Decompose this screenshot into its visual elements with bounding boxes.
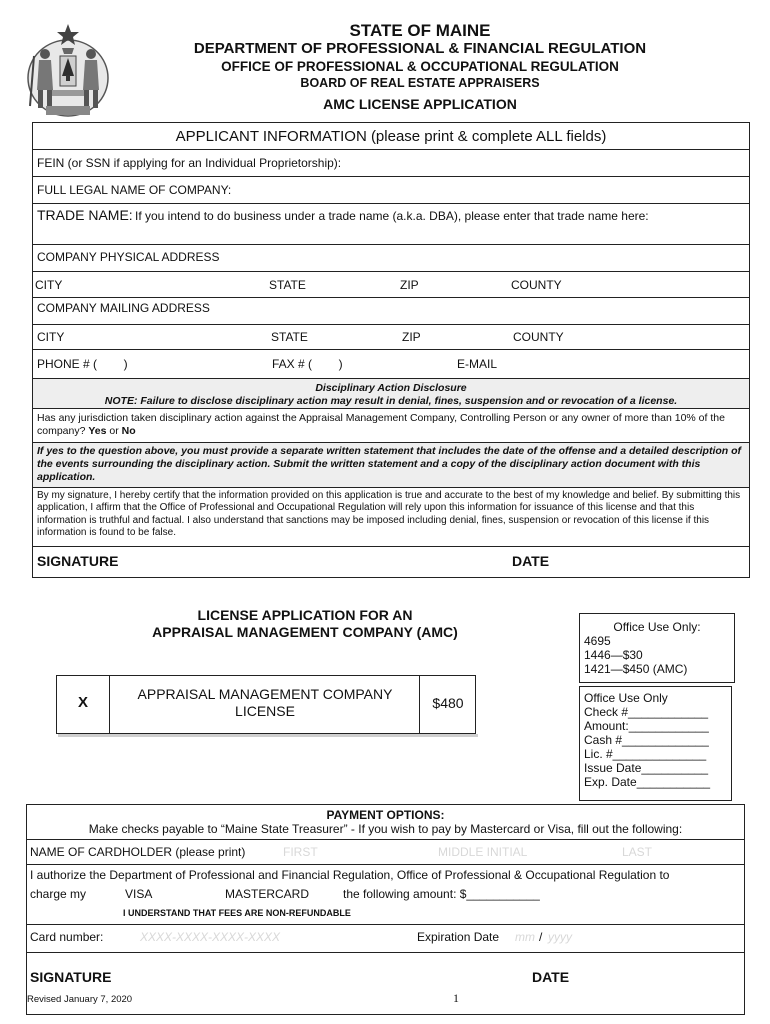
card-number-input[interactable]: XXXX-XXXX-XXXX-XXXX: [140, 930, 281, 944]
expiration-year-input[interactable]: yyyy: [548, 930, 572, 944]
license-checkbox[interactable]: X: [77, 694, 88, 711]
license-fee: $480: [432, 695, 464, 711]
disciplinary-instruction: If yes to the question above, you must provide a separate written statement that includes the date of the offense and a detailed description of the events surrounding the disciplinary action. Submit the written statement and a copy of the disciplinary action document with this application.: [33, 443, 749, 488]
applicant-information-section: [32, 122, 750, 578]
applicant-signature-row[interactable]: [33, 547, 749, 578]
office-use-box-payment: Office Use Only Check #____________ Amount:____________ Cash #_____________ Lic. #______________ Issue Date__________ Exp. Date___________: [579, 686, 732, 801]
office-use-box-fees: Office Use Only: 4695 1446—$30 1421—$450 (AMC): [579, 613, 735, 683]
mailing-city-row[interactable]: CITY STATE ZIP COUNTY: [33, 325, 749, 350]
payment-options-section: [26, 804, 745, 1015]
certification-statement: By my signature, I hereby certify that the information provided on this application is true and accurate to the best of my knowledge and belief. By submitting this application, I affirm that the Office of Professional and Occupational Regulation will rely upon this information for issuance of this license and that this information is truthful and factual. I also understand that sanctions may be imposed including denial, fines, suspension or revocation of this license if this information is found to be false.: [33, 488, 749, 547]
card-number-row: Card number: XXXX-XXXX-XXXX-XXXX Expiration Date mm / yyyy: [27, 925, 744, 953]
contact-row[interactable]: PHONE # ( ) FAX # ( ) E-MAIL: [33, 350, 749, 379]
cardholder-middle-field[interactable]: MIDDLE INITIAL: [438, 845, 528, 859]
applicant-section-title: APPLICANT INFORMATION (please print & complete ALL fields): [33, 123, 749, 150]
payment-signature-row[interactable]: [27, 953, 744, 993]
header-office: OFFICE OF PROFESSIONAL & OCCUPATIONAL REGULATION: [221, 59, 619, 74]
license-fee-table: [56, 675, 476, 734]
cardholder-name-row[interactable]: NAME OF CARDHOLDER (please print) FIRST MIDDLE INITIAL LAST: [27, 840, 744, 865]
header-department: DEPARTMENT OF PROFESSIONAL & FINANCIAL REGULATION: [193, 40, 647, 57]
header-state: STATE OF MAINE: [349, 21, 491, 40]
no-option[interactable]: No: [121, 425, 136, 437]
license-title: LICENSE APPLICATION FOR AN APPRAISAL MANAGEMENT COMPANY (AMC): [152, 607, 458, 640]
expiration-month-input[interactable]: mm: [515, 930, 535, 944]
disciplinary-disclosure-header: Disciplinary Action Disclosure NOTE: Failure to disclose disciplinary action may result in denial, fines, suspension and or revocation of a license.: [33, 379, 749, 409]
payment-title-row: PAYMENT OPTIONS: Make checks payable to “Maine State Treasurer” - If you wish to pay by Mastercard or Visa, fill out the following:: [27, 805, 744, 840]
page-title: AMC LICENSE APPLICATION: [323, 96, 517, 112]
date-label: DATE: [512, 553, 550, 569]
yes-option[interactable]: Yes: [88, 425, 107, 437]
visa-option[interactable]: VISA: [125, 887, 153, 901]
mastercard-option[interactable]: MASTERCARD: [225, 887, 310, 901]
cardholder-first-field[interactable]: FIRST: [283, 845, 318, 859]
signature-label: SIGNATURE: [37, 553, 119, 569]
charge-amount-field[interactable]: the following amount: $___________: [343, 887, 540, 901]
authorization-row: I authorize the Department of Professional and Financial Regulation, Office of Professional & Occupational Regulation to charge my VISA MASTERCARD the following amount: $___________ I UNDERSTAND THAT FEES ARE NON-REFUNDABLE: [27, 865, 744, 925]
header-board: BOARD OF REAL ESTATE APPRAISERS: [300, 76, 540, 90]
disciplinary-question: Has any jurisdiction taken disciplinary action against the Appraisal Management Company, Controlling Person or any owner of more than 10% of the company? Yes or No: [33, 409, 749, 443]
payment-date-label: DATE: [532, 969, 570, 985]
physical-city-row[interactable]: CITY STATE ZIP COUNTY: [33, 272, 749, 298]
page-number: 1: [453, 991, 459, 1005]
trade-name-field[interactable]: TRADE NAME: If you intend to do business under a trade name (a.k.a. DBA), please enter that trade name here:: [33, 204, 749, 245]
payment-signature-label: SIGNATURE: [30, 969, 112, 985]
legal-name-field[interactable]: FULL LEGAL NAME OF COMPANY:: [33, 177, 749, 204]
license-type-name: APPRAISAL MANAGEMENT COMPANY LICENSE: [137, 686, 393, 719]
mailing-address-field[interactable]: COMPANY MAILING ADDRESS: [33, 298, 749, 325]
revision-date: Revised January 7, 2020: [27, 994, 133, 1005]
physical-address-field[interactable]: COMPANY PHYSICAL ADDRESS: [33, 245, 749, 272]
fein-field[interactable]: FEIN (or SSN if applying for an Individual Proprietorship):: [33, 150, 749, 177]
non-refundable-notice: I UNDERSTAND THAT FEES ARE NON-REFUNDABLE: [123, 908, 351, 918]
cardholder-last-field[interactable]: LAST: [622, 845, 653, 859]
